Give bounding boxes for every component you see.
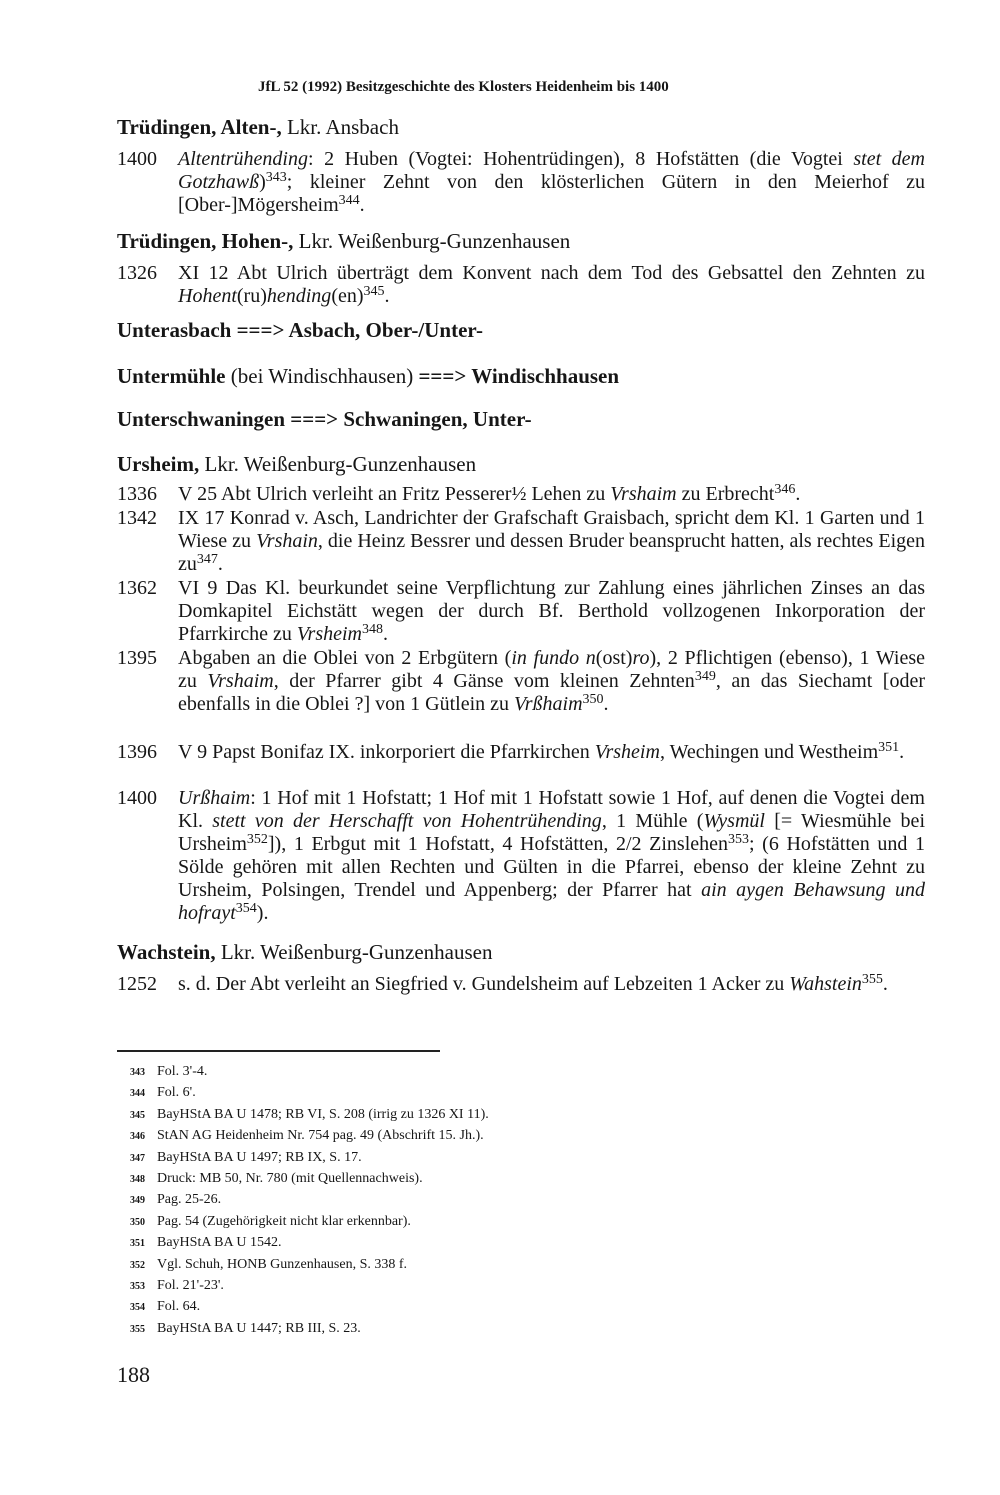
place-name: Unterschwaningen ===> Schwaningen, Unter- [117,407,532,431]
entry-text: XI 12 Abt Ulrich überträgt dem Konvent nach dem Tod des Gebsattel den Zehnten zu Hohent(ru)hending(en)$^{345}$. [178,262,925,307]
entry-year: 1400 [117,148,157,170]
cross-reference[interactable] [117,364,619,389]
footnote-ref[interactable]: 347 [196,552,218,567]
footnote-text: Pag. 25-26. [157,1192,222,1208]
entry [117,507,925,576]
footnote [130,1212,489,1233]
reference-target: ===> Windischhausen [418,364,620,388]
footnote [130,1169,489,1190]
footnote-ref[interactable]: 351 [878,740,900,755]
footnote-ref[interactable]: 343 [265,170,287,185]
entry [117,262,925,308]
footnote-text: Druck: MB 50, Nr. 780 (mit Quellennachweis). [157,1171,423,1187]
footnote-number: 350 [130,1216,145,1228]
footnote [130,1276,489,1297]
section-heading [117,229,570,254]
entry-year: 1395 [117,647,157,669]
entry-year: 1336 [117,483,157,505]
district: Lkr. Weißenburg-Gunzenhausen [293,229,571,253]
footnote-ref[interactable]: 352 [246,832,268,847]
entry [117,148,925,217]
footnote-number: 344 [130,1088,145,1100]
section-heading [117,115,399,140]
footnote-number: 347 [130,1152,145,1164]
footnote-text: Fol. 6'. [157,1085,196,1101]
entry-year: 1362 [117,577,157,599]
footnote [130,1148,489,1169]
footnote-text: Fol. 21'-23'. [157,1278,224,1294]
running-head: JfL 52 (1992) Besitzgeschichte des Klosters Heidenheim bis 1400 [258,79,669,95]
entry [117,483,925,506]
footnote [130,1233,489,1254]
footnote-number: 353 [130,1281,145,1293]
footnote-ref[interactable]: 344 [338,193,360,208]
entry-year: 1342 [117,507,157,529]
footnote-text: Pag. 54 (Zugehörigkeit nicht klar erkennbar). [157,1213,411,1229]
entry-year: 1326 [117,262,157,284]
footnote-ref[interactable]: 345 [363,284,385,299]
entry [117,787,925,925]
footnote-text: StAN AG Heidenheim Nr. 754 pag. 49 (Abschrift 15. Jh.). [157,1128,484,1144]
footnote-ref[interactable]: 350 [582,692,604,707]
place-name: Trüdingen, Hohen-, [117,229,294,253]
entry-text: Abgaben an die Oblei von 2 Erbgütern (in fundo n(ost)ro), 2 Pflichtigen (ebenso), 1 Wiese zu Vrshaim, der Pfarrer gibt 4 Gänse vom kleinen Zehnten$^{349}$, an das Siechamt [oder ebenfalls in die Oblei ?] von 1 Gütlein zu Vrßhaim$^{350}$. [178,647,925,715]
footnote-text: Vgl. Schuh, HONB Gunzenhausen, S. 338 f. [157,1256,408,1272]
footnote-ref[interactable]: 354 [235,901,257,916]
place-name: Trüdingen, Alten-, [117,115,282,139]
page-number: 188 [117,1362,150,1387]
footnote [130,1062,489,1083]
footnote-number: 354 [130,1302,145,1314]
entry-year: 1400 [117,787,157,809]
place-name: Wachstein, [117,940,216,964]
district: Lkr. Weißenburg-Gunzenhausen [199,452,477,476]
footnote-ref[interactable]: 355 [861,972,883,987]
footnote-number: 352 [130,1259,145,1271]
entry-text: V 9 Papst Bonifaz IX. inkorporiert die Pfarrkirchen Vrsheim, Wechingen und Westheim$^{351}$. [178,740,905,763]
footnote [130,1319,489,1340]
place-name: Untermühle [117,364,226,388]
entry [117,741,925,764]
footnote-ref[interactable]: 348 [362,622,384,637]
entry-text: IX 17 Konrad v. Asch, Landrichter der Grafschaft Graisbach, spricht dem Kl. 1 Garten und 1 Wiese zu Vrshain, die Heinz Bessrer und dessen Bruder beansprucht hatten, als rechtes Eigen $zu^{347}$. [178,507,925,575]
footnote-number: 355 [130,1323,145,1335]
district: Lkr. Weißenburg-Gunzenhausen [215,940,493,964]
footnote-number: 343 [130,1067,145,1078]
footnote [130,1190,489,1211]
district: Lkr. Ansbach [281,115,399,139]
footnote-number: 349 [130,1195,145,1207]
entry-year: 1252 [117,973,157,995]
entry [117,647,925,716]
cross-reference[interactable] [117,407,532,432]
entry-text: V 25 Abt Ulrich verleiht an Fritz Pesserer½ Lehen zu Vrshaim zu Erbrecht$^{346}$. [178,482,801,505]
italic-term: stet dem Gotzhawß [178,148,925,193]
footnote-ref[interactable]: 353 [728,832,750,847]
footnote [130,1297,489,1318]
place-name: Ursheim, [117,452,200,476]
footnotes [130,1062,489,1340]
entry [117,973,925,996]
italic-term: Altentrühending [178,148,308,170]
footnote-ref[interactable]: 346 [774,482,796,497]
section-heading [117,452,476,477]
entry-text: VI 9 Das Kl. beurkundet seine Verpflichtung zur Zahlung eines jährlichen Zinses an das Domkapitel Eichstätt wegen der durch Bf. Berthold vollzogenen Inkorporation der Pfarrkirche zu Vrsheim$^{348}$. [178,577,925,645]
footnote-text: Fol. 3'-4. [157,1064,208,1079]
footnote [130,1126,489,1147]
footnote-number: 351 [130,1238,145,1250]
entry [117,577,925,646]
footnote-text: BayHStA BA U 1447; RB III, S. 23. [157,1320,361,1336]
footnote-number: 345 [130,1109,145,1121]
cross-reference[interactable] [117,318,483,343]
footnote-text: BayHStA BA U 1542. [157,1235,282,1251]
footnote-divider [117,1050,440,1052]
footnote [130,1255,489,1276]
entry-year: 1396 [117,741,157,763]
footnote [130,1083,489,1104]
entry-text: s. d. Der Abt verleiht an Siegfried v. Gundelsheim auf Lebzeiten 1 Acker zu Wahstein$^{355}$. [178,972,888,995]
place-name: Unterasbach ===> Asbach, Ober-/Unter- [117,318,483,342]
entry-text: Urßhaim: 1 Hof mit 1 Hofstatt; 1 Hof mit 1 Hofstatt sowie 1 Hof, auf denen die Vogtei dem Kl. stett von der Herschafft von Hohentrühending, 1 Mühle (Wysmül [= Wiesmühle bei Ursheim$^{352}$]), 1 Erbgut mit 1 Hofstatt, 4 Hofstätten, 2/2 Zinslehen$^{353}$; (6 Hofstätten und 1 Sölde gehören mit allen Rechten und Gülten in die Pfarrei, ebenso der kleine Zehnt zu Ursheim, Polsingen, Trendel und Appenberg; der Pfarrer hat ain aygen Behawsung und hofrayt$^{354}$). [178,787,925,924]
section-heading [117,940,492,965]
footnote-ref[interactable]: 349 [694,669,716,684]
footnote-text: BayHStA BA U 1478; RB VI, S. 208 (irrig zu 1326 XI 11). [157,1106,489,1122]
footnote-number: 348 [130,1174,145,1186]
footnote [130,1105,489,1126]
footnote-number: 346 [130,1131,145,1143]
footnote-text: Fol. 64. [157,1299,201,1315]
footnote-text: BayHStA BA U 1497; RB IX, S. 17. [157,1149,362,1165]
entry-text: Altentrühending: 2 Huben (Vogtei: Hohentrüdingen), 8 Hofstätten (die Vogtei stet dem Gotzhawß)$^{343}$; kleiner Zehnt von den klösterlichen Gütern in den Meierhof zu [Ober-]Mögersheim$^{344}$. [178,148,925,216]
district: (bei Windischhausen) [225,364,419,388]
